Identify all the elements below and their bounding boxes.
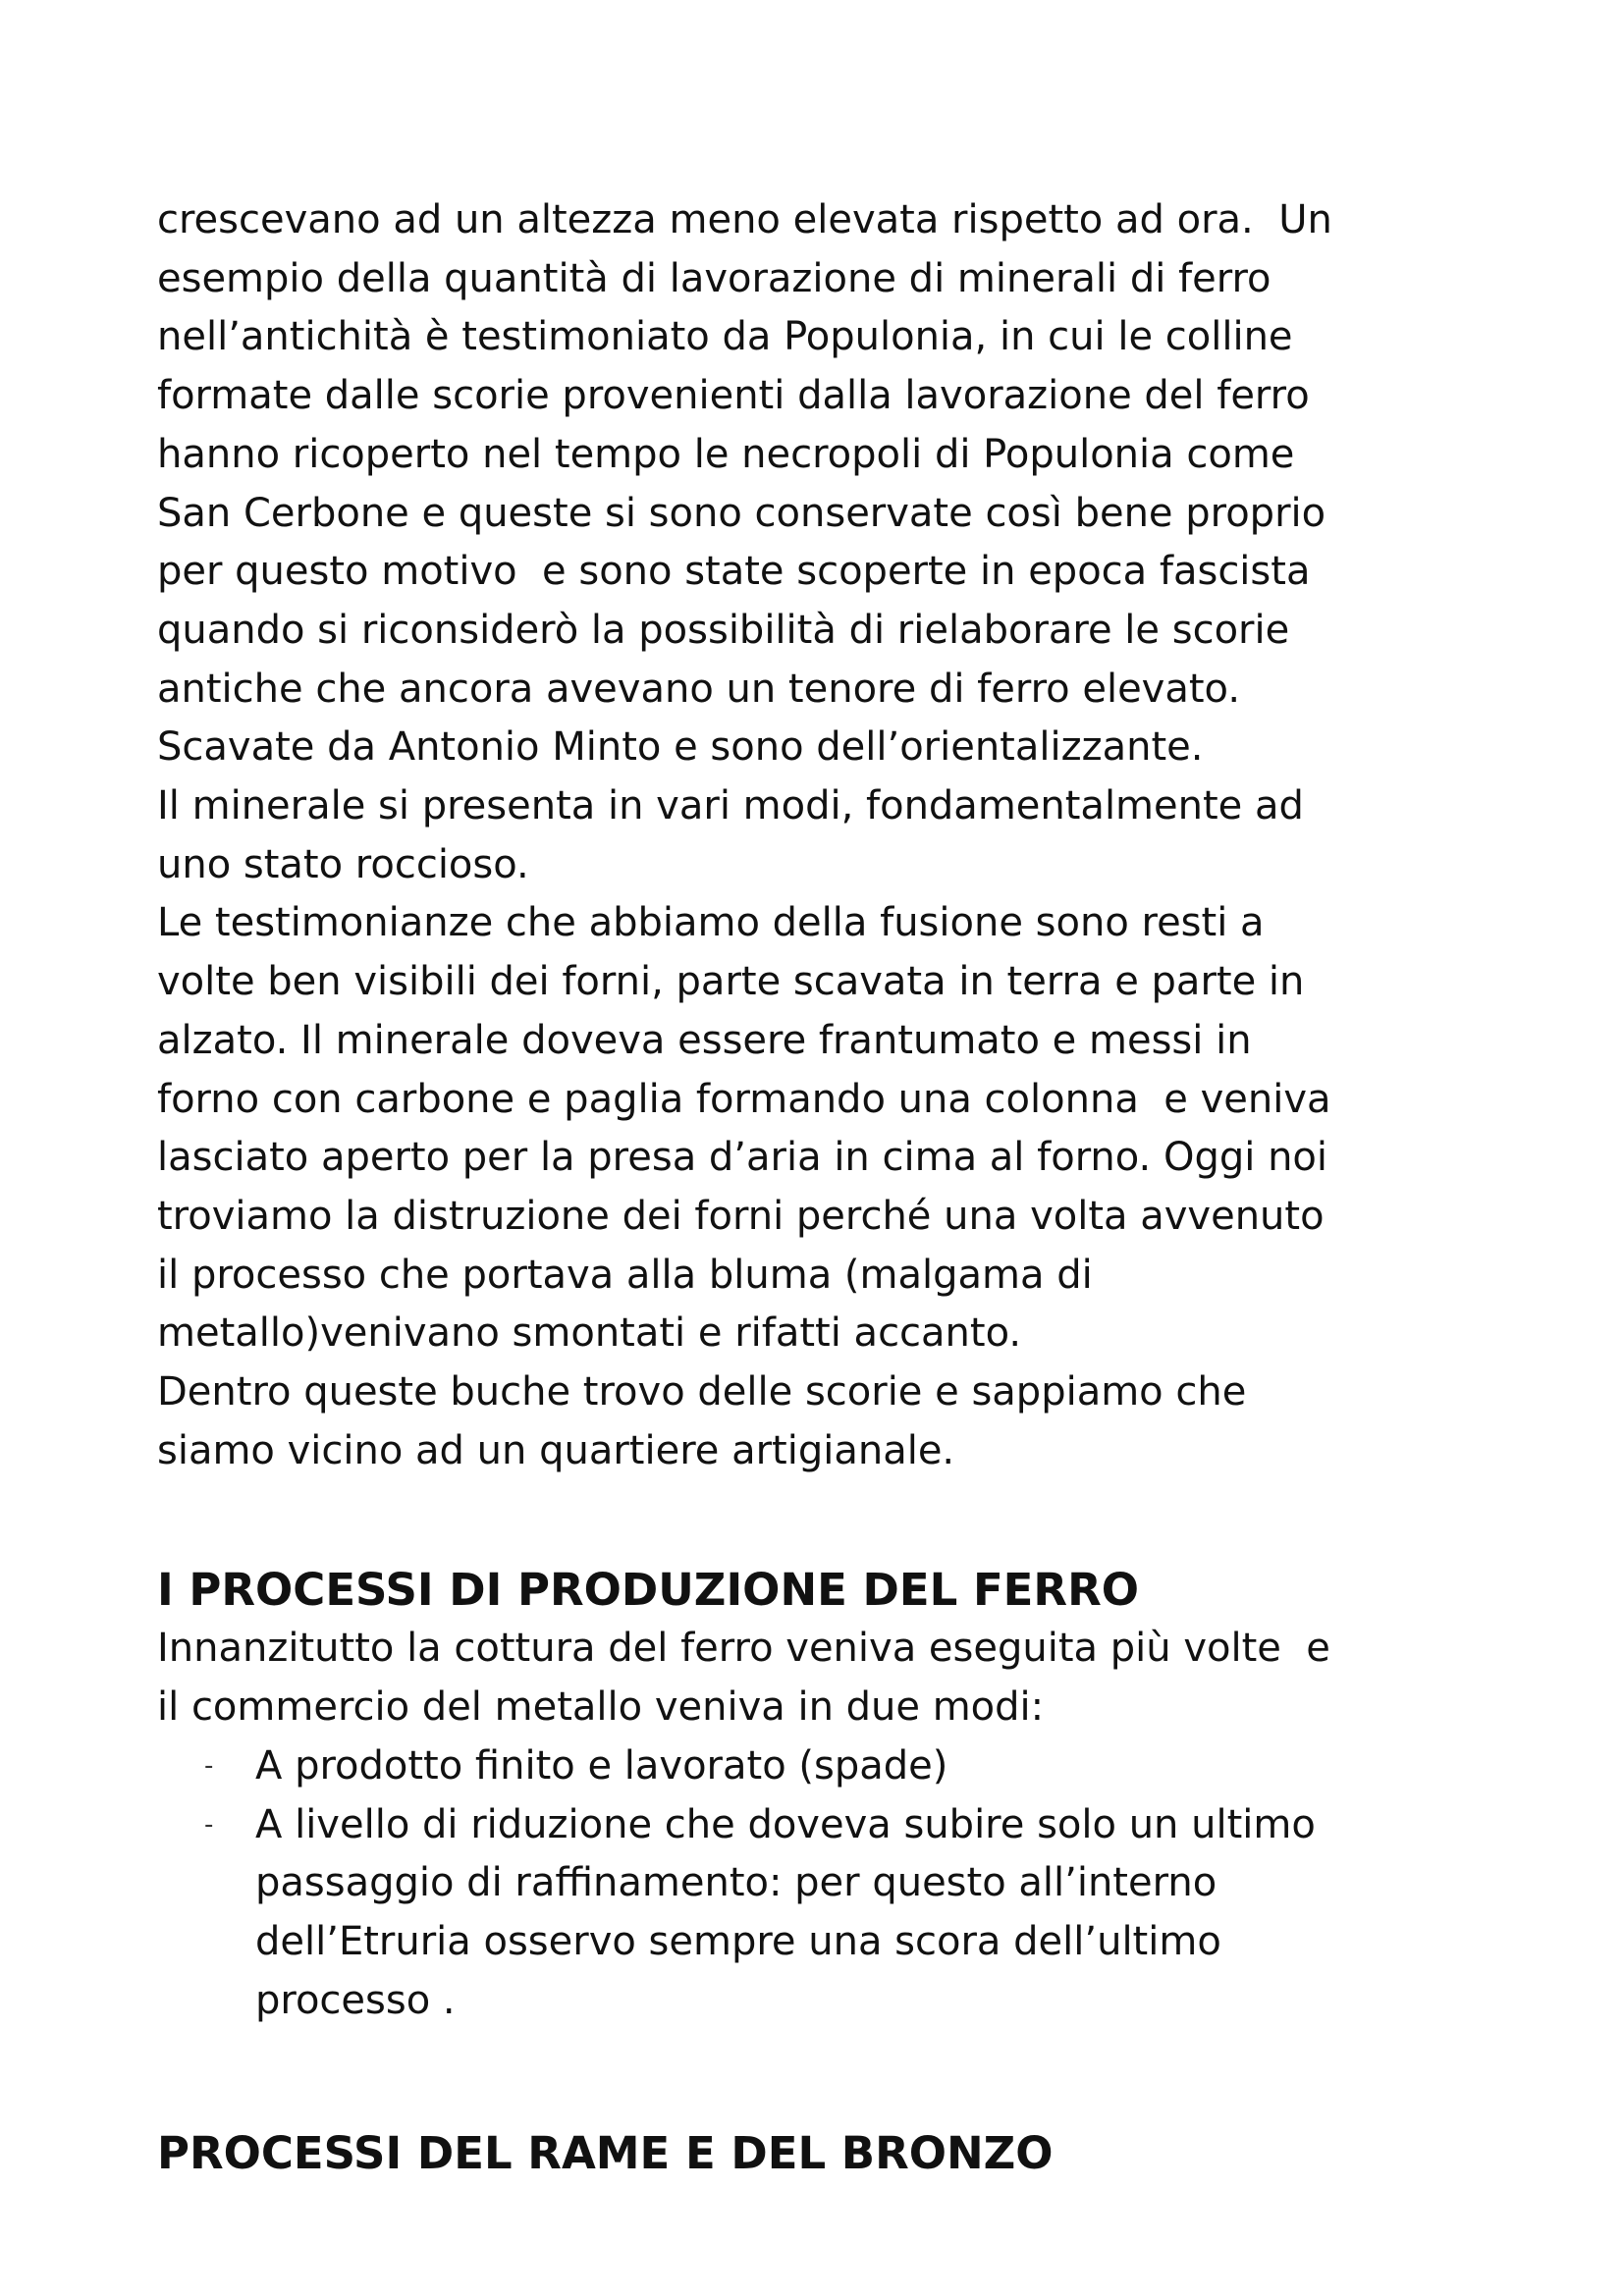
text-line: volte ben visibili dei forni, parte scavata in terra e parte in bbox=[157, 959, 1305, 1005]
text-line: formate dalle scorie provenienti dalla lavorazione del ferro bbox=[157, 373, 1310, 419]
list-item bbox=[157, 1796, 1492, 2031]
text-line: hanno ricoperto nel tempo le necropoli di Populonia come bbox=[157, 431, 1295, 477]
section-heading-ferro: I PROCESSI DI PRODUZIONE DEL FERRO bbox=[157, 1564, 1139, 1617]
text-line: Dentro queste buche trovo delle scorie e sappiamo che bbox=[157, 1369, 1247, 1415]
text-line: il processo che portava alla bluma (malgama di bbox=[157, 1252, 1093, 1298]
text-line: Le testimonianze che abbiamo della fusione sono resti a bbox=[157, 900, 1265, 946]
document-page bbox=[157, 191, 1492, 2183]
text-line: Il minerale si presenta in vari modi, fondamentalmente ad bbox=[157, 783, 1304, 829]
list-item bbox=[157, 1737, 1492, 1796]
section-heading-rame-bronzo: PROCESSI DEL RAME E DEL BRONZO bbox=[157, 2127, 1054, 2180]
text-line: crescevano ad un altezza meno elevata rispetto ad ora. Un bbox=[157, 197, 1332, 242]
text-line: lasciato aperto per la presa d’aria in cima al forno. Oggi noi bbox=[157, 1135, 1328, 1181]
section-intro bbox=[157, 1620, 1492, 1736]
text-line: forno con carbone e paglia formando una colonna e veniva bbox=[157, 1076, 1331, 1122]
text-line: San Cerbone e queste si sono conservate così bene proprio bbox=[157, 490, 1326, 536]
text-line: siamo vicino ad un quartiere artigianale. bbox=[157, 1427, 955, 1473]
text-line: A prodotto finito e lavorato (spade) bbox=[255, 1742, 948, 1789]
text-line: alzato. Il minerale doveva essere frantumato e messi in bbox=[157, 1017, 1252, 1063]
text-line: nell’antichità è testimoniato da Populonia, in cui le colline bbox=[157, 314, 1293, 360]
text-line: il commercio del metallo veniva in due modi: bbox=[157, 1684, 1045, 1731]
text-line: A livello di riduzione che doveva subire solo un ultimo bbox=[255, 1801, 1316, 1847]
text-line: per questo motivo e sono state scoperte in epoca fascista bbox=[157, 549, 1311, 595]
text-line: metallo)venivano smontati e rifatti accanto. bbox=[157, 1310, 1022, 1357]
text-line: processo . bbox=[255, 1977, 456, 2023]
text-line: Innanzitutto la cottura del ferro veniva eseguita più volte e bbox=[157, 1626, 1330, 1672]
bullet-dash: - bbox=[204, 1750, 214, 1781]
text-line: dell’Etruria osservo sempre una scora dell’ultimo bbox=[255, 1918, 1221, 1964]
text-line: antiche che ancora avevano un tenore di ferro elevato. bbox=[157, 666, 1241, 712]
text-line: uno stato roccioso. bbox=[157, 841, 529, 887]
text-line: quando si riconsiderò la possibilità di rielaborare le scorie bbox=[157, 607, 1290, 653]
body-paragraph bbox=[157, 191, 1492, 1480]
text-line: esempio della quantità di lavorazione di minerali di ferro bbox=[157, 255, 1271, 301]
text-line: passaggio di raffinamento: per questo all’interno bbox=[255, 1860, 1217, 1906]
bullet-list bbox=[157, 1737, 1492, 2031]
text-line: troviamo la distruzione dei forni perché una volta avvenuto bbox=[157, 1193, 1325, 1239]
text-line: Scavate da Antonio Minto e sono dell’orientalizzante. bbox=[157, 724, 1204, 771]
bullet-dash: - bbox=[204, 1809, 214, 1840]
